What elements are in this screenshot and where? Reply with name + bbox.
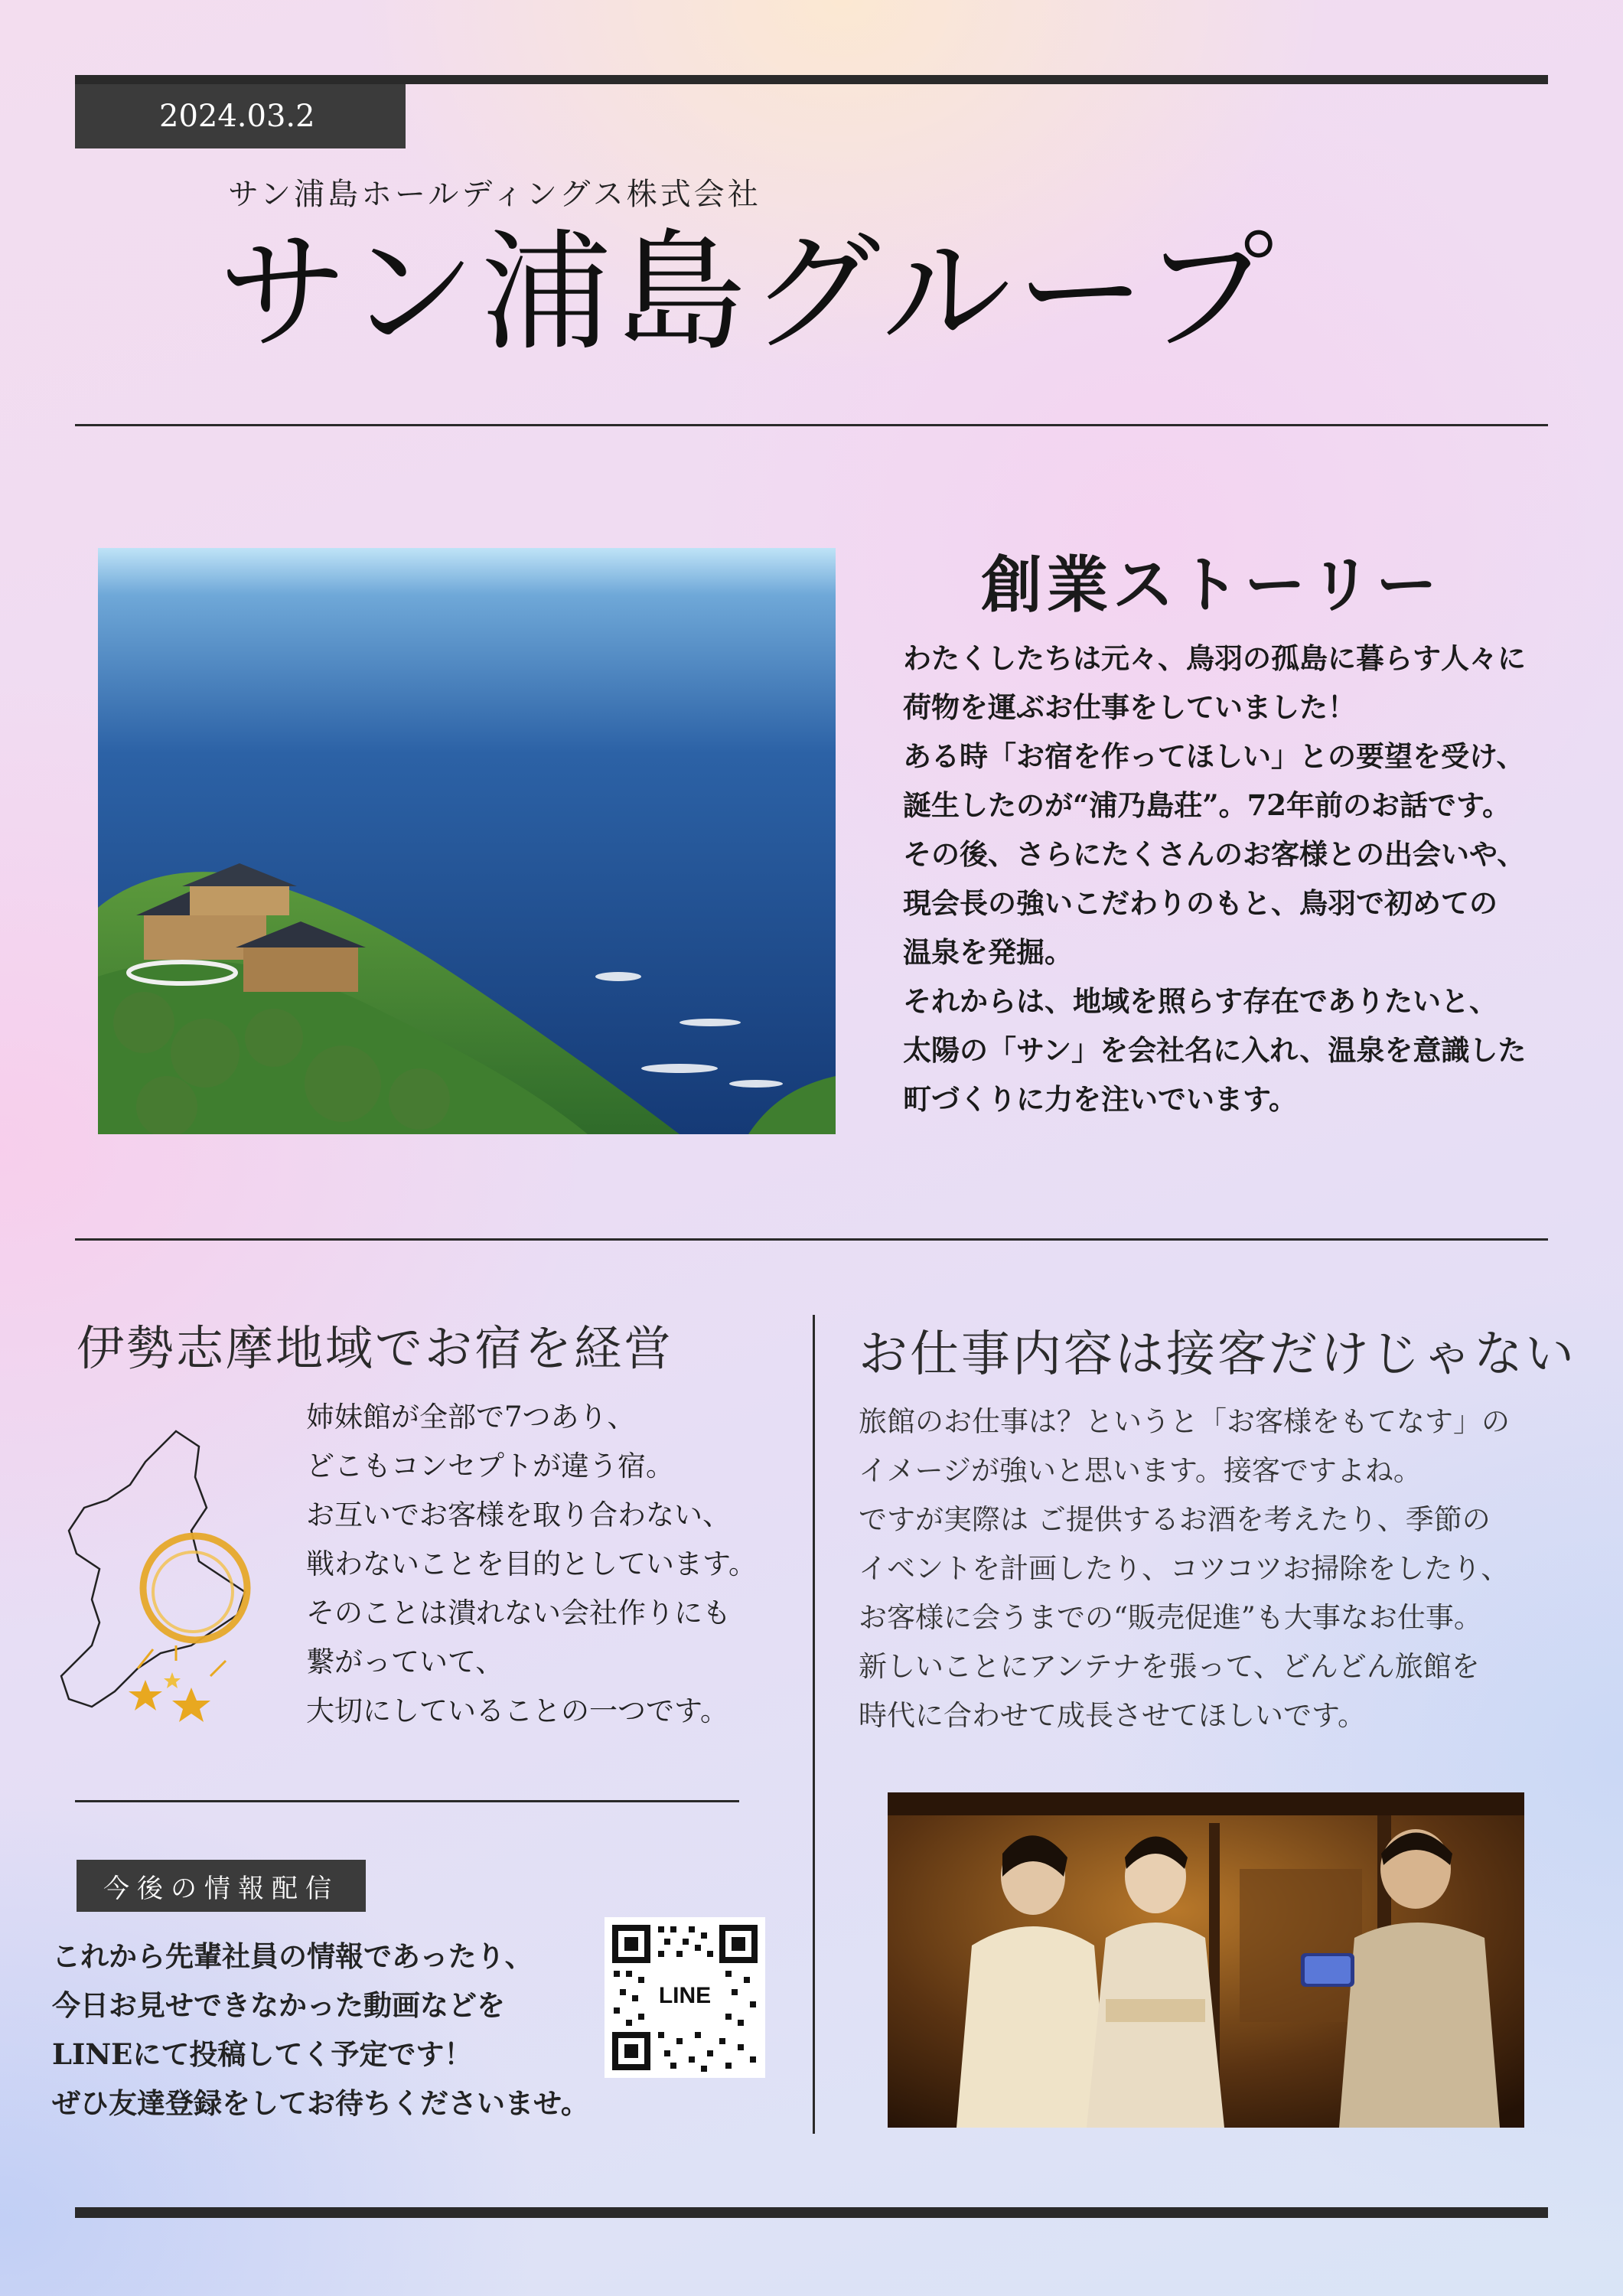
top-rule	[75, 75, 1548, 84]
story-line: 現会長の強いこだわりのもと、鳥羽で初めての	[903, 886, 1498, 920]
ise-line: お互いでお客様を取り合わない、	[306, 1499, 731, 1531]
story-line: わたくしたちは元々、鳥羽の孤島に暮らす人々に	[903, 641, 1526, 675]
column-divider	[813, 1315, 815, 2134]
info-line: 今日お見せできなかった動画などを	[52, 1988, 505, 2022]
date-text: 2024.03.2	[159, 99, 315, 134]
story-line: 誕生したのが“浦乃島荘”。72年前のお話です。	[903, 788, 1511, 822]
story-line: それからは、地域を照らす存在でありたいと、	[903, 984, 1498, 1018]
bottom-rule	[75, 2207, 1548, 2218]
job-text	[859, 1397, 1510, 1740]
job-line: 時代に合わせて成長させてほしいです。	[859, 1699, 1367, 1732]
ise-line: 戦わないことを目的としています。	[306, 1548, 758, 1580]
qr-line-label: LINE	[658, 1983, 712, 2008]
job-title: お仕事内容は接客だけじゃない	[859, 1326, 1576, 1383]
section-divider	[75, 1238, 1548, 1241]
story-text	[903, 634, 1592, 1124]
ise-line: 姉妹館が全部で7つあり、	[306, 1401, 636, 1433]
ise-text	[306, 1393, 757, 1736]
header-divider	[75, 424, 1548, 426]
date-badge	[75, 84, 406, 148]
info-divider	[75, 1800, 739, 1802]
ise-title: 伊勢志摩地域でお宿を経営	[77, 1320, 674, 1376]
ise-line: そのことは潰れない会社作りにも	[306, 1596, 731, 1629]
job-line: お客様に会うまでの“販売促進”も大事なお仕事。	[859, 1601, 1482, 1634]
job-line: イベントを計画したり、コツコツお掃除をしたり、	[859, 1552, 1510, 1585]
mie-map-icon	[46, 1416, 275, 1737]
job-line: 新しいことにアンテナを張って、どんどん旅館を	[859, 1650, 1480, 1683]
line-qr-code[interactable]	[605, 1917, 765, 2078]
info-line: これから先輩社員の情報であったり、	[52, 1939, 533, 1973]
story-line: 荷物を運ぶお仕事をしていました！	[903, 690, 1356, 724]
page-title: サン浦島グループ	[218, 217, 1279, 369]
info-text	[52, 1932, 589, 2128]
job-line: 旅館のお仕事は？というと「お客様をもてなす」の	[859, 1405, 1510, 1438]
job-line: ですが実際は ご提供するお酒を考えたり、季節の	[859, 1503, 1491, 1536]
job-line: イメージが強いと思います。接客ですよね。	[859, 1454, 1422, 1487]
story-line: その後、さらにたくさんのお客様との出会いや、	[903, 837, 1526, 871]
ise-line: 繋がっていて、	[306, 1645, 504, 1678]
company-name: サン浦島ホールディングス株式会社	[228, 177, 761, 212]
info-line: ぜひ友達登録をしてお待ちくださいませ。	[52, 2086, 589, 2120]
info-line: LINEにて投稿してく予定です！	[52, 2037, 473, 2071]
info-badge: 今後の情報配信	[77, 1860, 366, 1912]
story-line: 町づくりに力を注いでいます。	[903, 1082, 1298, 1116]
ise-line: 大切にしていることの一つです。	[306, 1694, 729, 1727]
story-line: ある時「お宿を作ってほしい」との要望を受け、	[903, 739, 1525, 773]
story-line: 太陽の「サン」を会社名に入れ、温泉を意識した	[903, 1033, 1527, 1067]
ise-line: どこもコンセプトが違う宿。	[306, 1450, 674, 1482]
story-line: 温泉を発掘。	[903, 935, 1073, 969]
staff-kimono-photo	[888, 1792, 1524, 2128]
story-title: 創業ストーリー	[981, 549, 1442, 621]
coast-hotel-photo	[98, 548, 836, 1134]
